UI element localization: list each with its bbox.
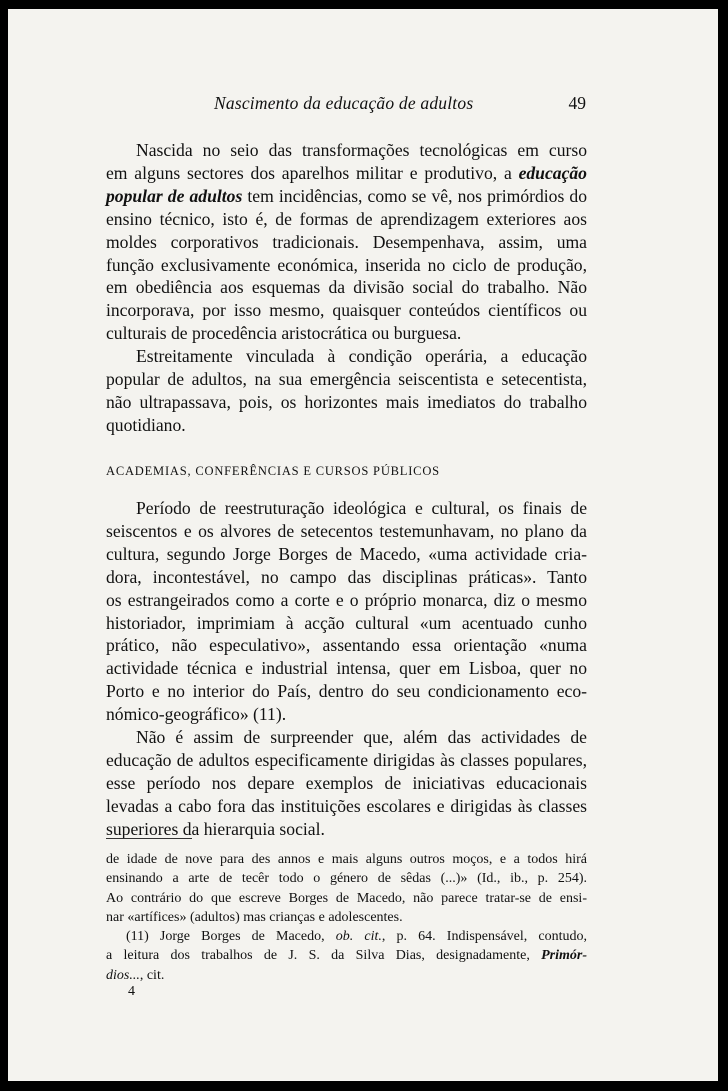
text-line: os estrangeirados como a corte e o próprio monarca, diz o mesmo <box>106 589 587 610</box>
footnote-line: ensinando a arte de tecêr todo o género de sêdas (...)» (Id., ib., p. 254). <box>106 871 587 887</box>
text-line: não ultrapassava, pois, os horizontes mais imediatos do trabalho <box>106 391 587 412</box>
running-header <box>214 93 586 117</box>
citation-emphasis: ob. cit. <box>335 929 382 945</box>
document-page <box>8 9 718 1081</box>
text-line: actividade técnica e industrial intensa, quer em Lisboa, quer no <box>106 658 587 679</box>
text-line: historiador, imprimiam à acção cultural «um acentuado cunho <box>106 612 587 633</box>
footnote-line: nar «artífices» (adultos) mas crianças e adolescentes. <box>106 909 403 925</box>
emphasis: educação <box>518 162 587 183</box>
section-1-body <box>106 139 587 437</box>
text-line: levadas a cabo fora das instituições escolares e dirigidas às classes <box>106 795 587 816</box>
text-line: prático, não especulativo», assentando essa orientação «numa <box>106 635 587 656</box>
text-line: nómico-geográfico» (11). <box>106 704 287 725</box>
footnote-line: a leitura dos trabalhos de J. S. da Silva Dias, designadamente, Primór- <box>106 948 587 964</box>
text-line: Período de reestruturação ideológica e cultural, os finais de <box>136 498 587 518</box>
section-2-body <box>106 497 587 841</box>
citation-emphasis: dios... <box>106 967 140 983</box>
running-title: Nascimento da educação de adultos <box>214 93 474 113</box>
text-line: dora, incontestável, no campo das disciplinas práticas». Tanto <box>106 566 587 587</box>
section-heading: ACADEMIAS, CONFERÊNCIAS E CURSOS PÚBLICOS <box>106 464 440 478</box>
footnotes <box>106 850 587 985</box>
text-line: seiscentos e os alvores de setecentos testemunhavam, no plano da <box>106 520 587 541</box>
signature-mark: 4 <box>128 984 135 999</box>
text-line: Estreitamente vinculada à condição operária, a educação <box>136 346 587 367</box>
text-line: incorporava, por isso mesmo, quaisquer conteúdos científicos ou <box>106 300 587 321</box>
footnote-line: dios..., cit. <box>106 967 165 983</box>
text-line: ensino técnico, isto é, de formas de aprendizagem exteriores aos <box>106 208 587 229</box>
text-line: Nascida no seio das transformações tecnológicas em curso <box>136 140 587 160</box>
text-line: Não é assim de surpreender que, além das actividades de <box>136 727 587 748</box>
footnote-line: de idade de nove para des annos e mais alguns outros moços, e a todos hirá <box>106 852 587 867</box>
emphasis: popular de adultos <box>106 185 243 206</box>
footnote-divider <box>106 838 192 839</box>
text-line: em alguns sectores dos aparelhos militar e produtivo, a educação <box>106 162 587 183</box>
footnote-line: Ao contrário do que escreve Borges de Macedo, não parece tratar-se de ensi- <box>106 890 587 906</box>
text-line: popular de adultos, na sua emergência seiscentista e setecentista, <box>106 369 587 390</box>
text-line: superiores da hierarquia social. <box>106 818 325 839</box>
page-number: 49 <box>568 93 586 113</box>
text-line: em obediência aos esquemas da divisão social do trabalho. Não <box>106 277 587 298</box>
text-line: cultura, segundo Jorge Borges de Macedo, «uma actividade cria- <box>106 543 587 564</box>
text-line: culturais de procedência aristocrática ou burguesa. <box>106 323 462 344</box>
text-line: quotidiano. <box>106 414 186 435</box>
text-line: esse período nos depare exemplos de iniciativas educacionais <box>106 772 587 793</box>
footnote-line: (11) Jorge Borges de Macedo, ob. cit., p. 64. Indispensável, contudo, <box>126 929 587 945</box>
text-line: popular de adultos tem incidências, como se vê, nos primórdios do <box>106 185 588 206</box>
text-line: Porto e no interior do País, dentro do seu condicionamento eco- <box>106 681 587 702</box>
text-line: moldes corporativos tradicionais. Desempenhava, assim, uma <box>106 231 587 252</box>
text-line: educação de adultos especificamente dirigidas às classes populares, <box>106 749 587 770</box>
citation-emphasis: Primór- <box>541 948 587 964</box>
text-line: função exclusivamente económica, inserida no ciclo de produção, <box>106 254 587 275</box>
